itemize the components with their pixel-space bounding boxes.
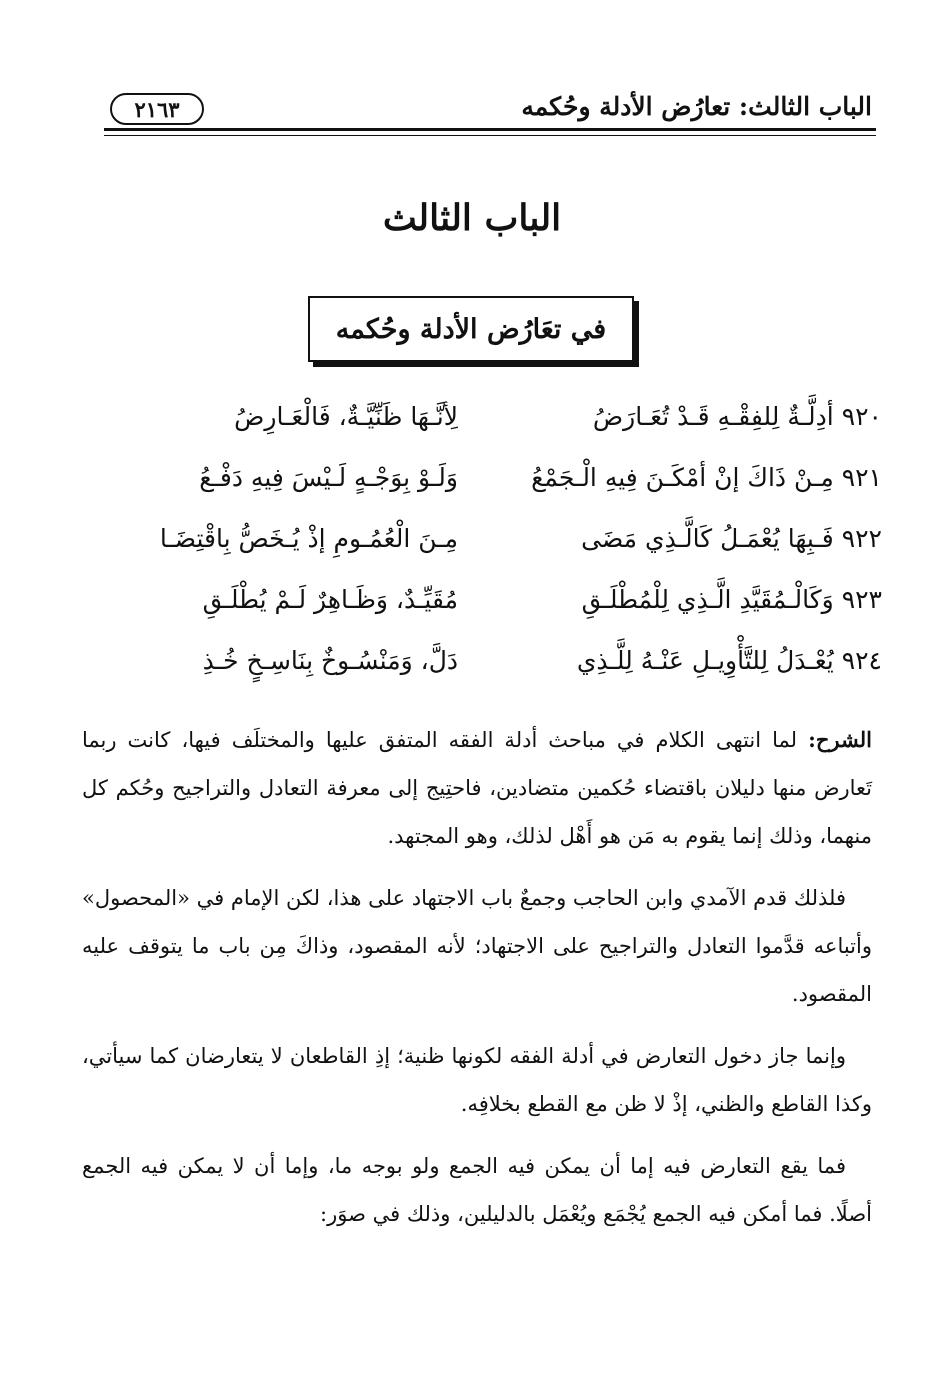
page-number-badge [110, 93, 204, 125]
verse-first-hemistich: ٩٢١ مِـنْ ذَاكَ إنْ أمْكَـنَ فِيهِ الْـجَمْعُ [531, 463, 882, 492]
commentary-paragraph [82, 716, 872, 860]
verse-second-hemistich: لِأنَّـهَا ظَنِّيَّـةٌ، فَالْعَـارِضُ [234, 402, 458, 431]
commentary [82, 716, 872, 1252]
commentary-label: الشرح: [808, 727, 872, 752]
chapter-subtitle: في تعَارُض الأدلة وحُكمه [335, 313, 607, 345]
verse-line [0, 524, 944, 570]
verse-second-hemistich: مُقَيِّـدٌ، وَظَـاهِرٌ لَـمْ يُطْلَـقِ [202, 585, 458, 614]
verse-line [0, 585, 944, 631]
page-number: ٢١٦٣ [134, 96, 180, 122]
verse-line [0, 646, 944, 692]
header-rule-thick [104, 128, 876, 131]
commentary-paragraph: فلذلك قدم الآمدي وابن الحاجب وجمعٌ باب الاجتهاد على هذا، لكن الإمام في «المحصول» وأتباعه قدَّموا التعادل والتراجيح على الاجتهاد؛ لأنه المقصود، وذاكَ مِن باب ما يتوقف عليه المقصود. [82, 886, 872, 1006]
verse-second-hemistich: وَلَـوْ بِوَجْـهٍ لَـيْسَ فِيهِ دَفْـعُ [199, 463, 458, 492]
commentary-paragraph: فما يقع التعارض فيه إما أن يمكن فيه الجمع ولو بوجه ما، وإما أن لا يمكن فيه الجمع أصلًا. فما أمكن فيه الجمع يُجْمَع ويُعْمَل بالدليلين، وذلك في صوَر: [82, 1154, 872, 1226]
commentary-text: لما انتهى الكلام في مباحث أدلة الفقه المتفق عليها والمختلَف فيها، كانت ربما تَعارض منها دليلان باقتضاء حُكمين متضادين، فاحتِيج إلى معرفة التعادل والتراجيح وحُكم كل منهما، وذلك إنما يقوم به مَن هو أَهْل لذلك، وهو المجتهد. [82, 728, 872, 848]
commentary-paragraph: وإنما جاز دخول التعارض في أدلة الفقه لكونها ظنية؛ إذِ القاطعان لا يتعارضان كما سيأتي، وكذا القاطع والظني، إذْ لا ظن مع القطع بخلافِه. [82, 1044, 872, 1116]
verse-second-hemistich: مِـنَ الْعُمُـومِ إذْ يُـخَصُّ بِاقْتِضَـا [159, 524, 458, 553]
verse-line [0, 402, 944, 448]
verse-first-hemistich: ٩٢٠ أدِلَّـةٌ لِلفِقْـهِ قَـدْ تُعَـارَضُ [592, 402, 882, 431]
verse-first-hemistich: ٩٢٤ يُعْـدَلُ لِلتَّأْوِيـلِ عَنْـهُ لِلَّـذِي [576, 646, 882, 675]
verse-second-hemistich: دَلَّ، وَمَنْسُـوخٌ بِنَاسِـخٍ خُـذِ [202, 646, 458, 675]
running-title: الباب الثالث: تعارُض الأدلة وحُكمه [521, 92, 872, 121]
header-rule-thin [104, 135, 876, 136]
chapter-subtitle-box [308, 296, 634, 362]
verse-first-hemistich: ٩٢٣ وَكَالْـمُقَيَّدِ الَّـذِي لِلْمُطْلَـقِ [581, 585, 882, 614]
verse-first-hemistich: ٩٢٢ فَـبِهَا يُعْمَـلُ كَالَّـذِي مَضَى [581, 524, 882, 553]
verse-line [0, 463, 944, 509]
chapter-title: الباب الثالث [382, 197, 562, 239]
